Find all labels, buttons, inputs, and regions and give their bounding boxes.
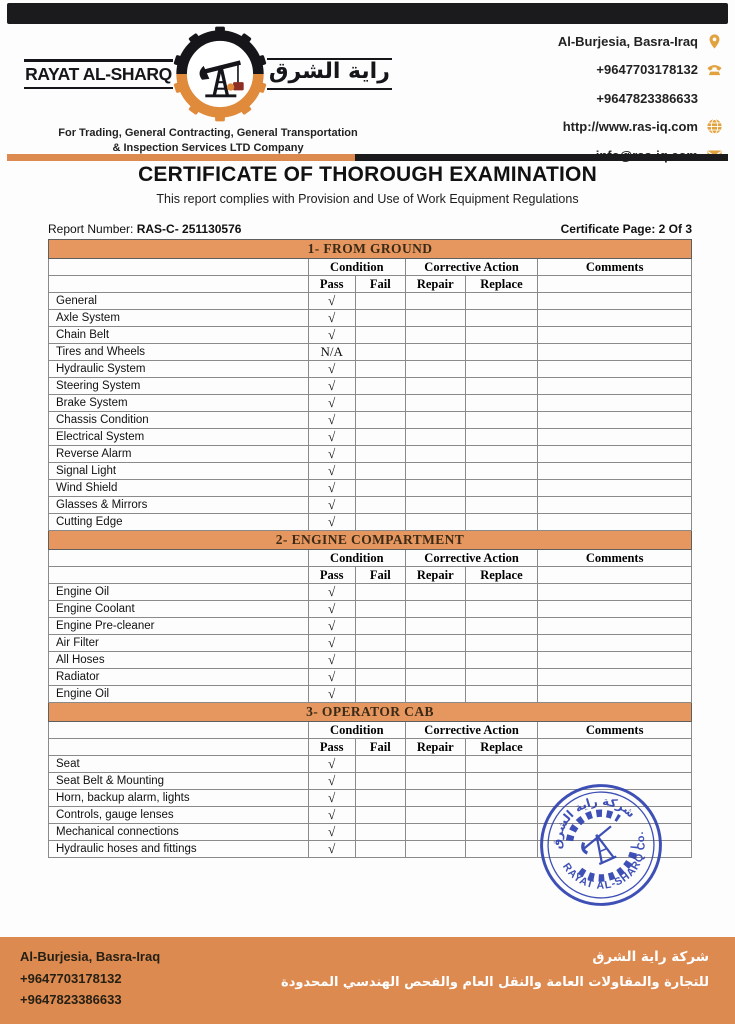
divider-black-segment: [355, 154, 728, 161]
contact-phone1: [473, 56, 723, 85]
empty-header-cell: [49, 550, 309, 567]
contact-location-text: Al-Burjesia, Basra-Iraq: [557, 33, 698, 49]
empty-header-cell: [49, 567, 309, 584]
pass-cell: √: [308, 395, 355, 412]
pass-cell: √: [308, 773, 355, 790]
replace-cell: [465, 652, 538, 669]
company-wordmark-ar: [267, 58, 392, 90]
replace-cell: [465, 327, 538, 344]
table-row: [49, 669, 692, 686]
comment-cell: [538, 446, 692, 463]
replace-cell: [465, 412, 538, 429]
replace-cell: [465, 395, 538, 412]
table-row: [49, 514, 692, 531]
comment-cell: [538, 412, 692, 429]
pass-cell: √: [308, 584, 355, 601]
pass-cell: √: [308, 618, 355, 635]
item-name-cell: Glasses & Mirrors: [49, 497, 309, 514]
empty-header-cell: [49, 259, 309, 276]
comment-cell: [538, 378, 692, 395]
contact-phone2: [473, 84, 723, 113]
column-subheader-row: [49, 739, 692, 756]
table-row: [49, 463, 692, 480]
table-row: [49, 446, 692, 463]
column-header-row: [49, 550, 692, 567]
fail-cell: [355, 361, 405, 378]
repair-cell: [405, 584, 465, 601]
repair-cell: [405, 790, 465, 807]
repair-cell: [405, 497, 465, 514]
pass-cell: √: [308, 514, 355, 531]
footer-location: Al-Burjesia, Basra-Iraq: [20, 949, 161, 964]
repair-cell: [405, 618, 465, 635]
table-row: [49, 412, 692, 429]
item-name-cell: Wind Shield: [49, 480, 309, 497]
footer-company-name-ar: شركة راية الشرق: [592, 949, 709, 965]
fail-cell: [355, 327, 405, 344]
footer-bar: [0, 937, 735, 1024]
comment-cell: [538, 395, 692, 412]
fail-cell: [355, 756, 405, 773]
pass-cell: √: [308, 361, 355, 378]
globe-icon: [705, 118, 723, 136]
item-name-cell: All Hoses: [49, 652, 309, 669]
footer-phone2: +9647823386633: [20, 992, 122, 1007]
phone-icon: [705, 61, 723, 79]
fail-cell: [355, 429, 405, 446]
fail-cell: [355, 584, 405, 601]
wordmark-ar-rule-bottom: [267, 88, 392, 91]
repair-cell: [405, 429, 465, 446]
section-title: 3- OPERATOR CAB: [49, 703, 692, 722]
comment-cell: [538, 327, 692, 344]
replace-cell: [465, 514, 538, 531]
fail-cell: [355, 686, 405, 703]
table-row: [49, 293, 692, 310]
comment-cell: [538, 463, 692, 480]
repair-cell: [405, 824, 465, 841]
section-header-row: [49, 240, 692, 259]
corrective-action-header: Corrective Action: [405, 550, 537, 567]
pass-cell: √: [308, 635, 355, 652]
item-name-cell: Brake System: [49, 395, 309, 412]
repair-cell: [405, 841, 465, 858]
pass-cell: √: [308, 669, 355, 686]
section-title: 2- ENGINE COMPARTMENT: [49, 531, 692, 550]
fail-cell: [355, 293, 405, 310]
pass-cell: √: [308, 412, 355, 429]
comment-cell: [538, 361, 692, 378]
table-row: [49, 686, 692, 703]
item-name-cell: Mechanical connections: [49, 824, 309, 841]
comment-cell: [538, 480, 692, 497]
repair-cell: [405, 378, 465, 395]
table-row: [49, 635, 692, 652]
fail-cell: [355, 635, 405, 652]
fail-header: Fail: [355, 276, 405, 293]
fail-cell: [355, 841, 405, 858]
certificate-page: Certificate Page: 2 Of 3: [560, 222, 692, 236]
footer-company-arabic: [281, 944, 709, 996]
fail-cell: [355, 310, 405, 327]
fail-cell: [355, 344, 405, 361]
item-name-cell: Radiator: [49, 669, 309, 686]
repair-cell: [405, 361, 465, 378]
condition-header: Condition: [308, 722, 405, 739]
header-contact-block: [473, 27, 723, 170]
report-info-line: [48, 222, 692, 236]
pass-cell: √: [308, 429, 355, 446]
comment-cell: [538, 310, 692, 327]
page-subtitle: This report complies with Provision and Use of Work Equipment Regulations: [156, 192, 579, 206]
comment-cell: [538, 584, 692, 601]
replace-cell: [465, 480, 538, 497]
fail-cell: [355, 824, 405, 841]
replace-cell: [465, 584, 538, 601]
pass-cell: √: [308, 378, 355, 395]
comment-cell: [538, 686, 692, 703]
certificate-table-body: [49, 240, 692, 858]
fail-cell: [355, 807, 405, 824]
contact-website: [473, 113, 723, 142]
comment-cell: [538, 635, 692, 652]
svg-text:شركة راية الشرق: شركة راية الشرق: [549, 794, 639, 850]
section-header-row: [49, 531, 692, 550]
fail-header: Fail: [355, 567, 405, 584]
table-row: [49, 618, 692, 635]
fail-cell: [355, 652, 405, 669]
pass-cell: √: [308, 652, 355, 669]
svg-text:RAYAT AL-SHARQ Co.: RAYAT AL-SHARQ Co.: [560, 829, 648, 892]
replace-header: Replace: [465, 276, 538, 293]
repair-cell: [405, 344, 465, 361]
contact-phone1-text: +9647703178132: [596, 62, 698, 78]
comment-cell: [538, 669, 692, 686]
pass-header: Pass: [308, 567, 355, 584]
pass-cell: √: [308, 824, 355, 841]
repair-cell: [405, 310, 465, 327]
column-header-row: [49, 259, 692, 276]
footer-phone1: +9647703178132: [20, 970, 122, 986]
pass-cell: √: [308, 686, 355, 703]
repair-cell: [405, 601, 465, 618]
pass-cell: N/A: [308, 344, 355, 361]
comment-cell: [538, 293, 692, 310]
pass-cell: √: [308, 293, 355, 310]
comments-header: Comments: [538, 550, 692, 567]
replace-cell: [465, 344, 538, 361]
corrective-action-header: Corrective Action: [405, 259, 537, 276]
item-name-cell: Seat: [49, 756, 309, 773]
pass-header: Pass: [308, 276, 355, 293]
certificate-table: [48, 239, 692, 858]
empty-header-cell: [49, 276, 309, 293]
repair-cell: [405, 412, 465, 429]
top-black-bar: [7, 3, 728, 24]
replace-cell: [465, 601, 538, 618]
footer-company-desc-ar: للتجارة والمقاولات العامة والنقل العام والفحص الهندسي المحدودة: [281, 975, 709, 990]
company-tagline: [32, 126, 384, 156]
item-name-cell: Air Filter: [49, 635, 309, 652]
fail-header: Fail: [355, 739, 405, 756]
replace-cell: [465, 790, 538, 807]
column-subheader-row: [49, 276, 692, 293]
replace-cell: [465, 497, 538, 514]
empty-header-cell: [49, 722, 309, 739]
repair-header: Repair: [405, 567, 465, 584]
column-subheader-row: [49, 567, 692, 584]
pass-cell: √: [308, 756, 355, 773]
pass-cell: √: [308, 327, 355, 344]
replace-cell: [465, 756, 538, 773]
contact-location: [473, 27, 723, 56]
fail-cell: [355, 669, 405, 686]
table-row: [49, 327, 692, 344]
pass-header: Pass: [308, 739, 355, 756]
item-name-cell: Chain Belt: [49, 327, 309, 344]
report-number: Report Number: RAS-C- 251130576: [48, 222, 242, 236]
replace-cell: [465, 293, 538, 310]
pass-cell: √: [308, 480, 355, 497]
gear-pumpjack-logo-icon: [171, 24, 269, 124]
empty-header-cell: [538, 276, 692, 293]
empty-header-cell: [538, 739, 692, 756]
condition-header: Condition: [308, 259, 405, 276]
company-name-en: RAYAT AL-SHARQ: [25, 63, 172, 84]
tagline-line1: For Trading, General Contracting, General Transportation: [58, 127, 358, 139]
item-name-cell: Hydraulic hoses and fittings: [49, 841, 309, 858]
replace-cell: [465, 635, 538, 652]
corrective-action-header: Corrective Action: [405, 722, 537, 739]
comment-cell: [538, 601, 692, 618]
table-row: [49, 601, 692, 618]
contact-website-text: http://www.ras-iq.com: [562, 119, 698, 135]
table-row: [49, 584, 692, 601]
item-name-cell: Electrical System: [49, 429, 309, 446]
item-name-cell: Cutting Edge: [49, 514, 309, 531]
comments-header: Comments: [538, 722, 692, 739]
item-name-cell: Reverse Alarm: [49, 446, 309, 463]
fail-cell: [355, 773, 405, 790]
pass-cell: √: [308, 497, 355, 514]
replace-cell: [465, 669, 538, 686]
item-name-cell: Horn, backup alarm, lights: [49, 790, 309, 807]
pass-cell: √: [308, 463, 355, 480]
divider-orange-segment: [7, 154, 355, 161]
item-name-cell: Engine Coolant: [49, 601, 309, 618]
replace-cell: [465, 361, 538, 378]
comment-cell: [538, 618, 692, 635]
replace-cell: [465, 310, 538, 327]
replace-cell: [465, 446, 538, 463]
table-row: [49, 310, 692, 327]
table-row: [49, 429, 692, 446]
item-name-cell: Hydraulic System: [49, 361, 309, 378]
comment-cell: [538, 497, 692, 514]
replace-cell: [465, 686, 538, 703]
page-title: CERTIFICATE OF THOROUGH EXAMINATION: [138, 163, 597, 186]
fail-cell: [355, 463, 405, 480]
section-title: 1- FROM GROUND: [49, 240, 692, 259]
item-name-cell: Engine Oil: [49, 584, 309, 601]
company-stamp: [536, 780, 666, 910]
repair-cell: [405, 480, 465, 497]
item-name-cell: Controls, gauge lenses: [49, 807, 309, 824]
repair-cell: [405, 395, 465, 412]
table-row: [49, 480, 692, 497]
fail-cell: [355, 378, 405, 395]
replace-cell: [465, 378, 538, 395]
replace-header: Replace: [465, 739, 538, 756]
company-wordmark-en: [24, 59, 173, 89]
fail-cell: [355, 412, 405, 429]
comment-cell: [538, 429, 692, 446]
repair-cell: [405, 635, 465, 652]
table-row: [49, 756, 692, 773]
pass-cell: √: [308, 841, 355, 858]
pass-cell: √: [308, 310, 355, 327]
repair-cell: [405, 807, 465, 824]
pass-cell: √: [308, 807, 355, 824]
replace-cell: [465, 429, 538, 446]
fail-cell: [355, 480, 405, 497]
repair-cell: [405, 652, 465, 669]
table-row: [49, 652, 692, 669]
section-header-row: [49, 703, 692, 722]
item-name-cell: Engine Oil: [49, 686, 309, 703]
item-name-cell: Seat Belt & Mounting: [49, 773, 309, 790]
replace-cell: [465, 773, 538, 790]
fail-cell: [355, 497, 405, 514]
repair-cell: [405, 463, 465, 480]
table-row: [49, 344, 692, 361]
comments-header: Comments: [538, 259, 692, 276]
replace-cell: [465, 463, 538, 480]
item-name-cell: Steering System: [49, 378, 309, 395]
fail-cell: [355, 790, 405, 807]
item-name-cell: Signal Light: [49, 463, 309, 480]
pass-cell: √: [308, 601, 355, 618]
repair-cell: [405, 669, 465, 686]
replace-cell: [465, 841, 538, 858]
table-row: [49, 497, 692, 514]
pass-cell: √: [308, 446, 355, 463]
repair-cell: [405, 686, 465, 703]
repair-cell: [405, 773, 465, 790]
comment-cell: [538, 652, 692, 669]
comment-cell: [538, 756, 692, 773]
repair-cell: [405, 293, 465, 310]
fail-cell: [355, 446, 405, 463]
replace-cell: [465, 824, 538, 841]
replace-header: Replace: [465, 567, 538, 584]
table-row: [49, 361, 692, 378]
repair-cell: [405, 514, 465, 531]
comment-cell: [538, 344, 692, 361]
replace-cell: [465, 618, 538, 635]
repair-cell: [405, 756, 465, 773]
table-row: [49, 395, 692, 412]
table-row: [49, 378, 692, 395]
condition-header: Condition: [308, 550, 405, 567]
column-header-row: [49, 722, 692, 739]
pass-cell: √: [308, 790, 355, 807]
item-name-cell: Chassis Condition: [49, 412, 309, 429]
comment-cell: [538, 514, 692, 531]
item-name-cell: Tires and Wheels: [49, 344, 309, 361]
fail-cell: [355, 601, 405, 618]
fail-cell: [355, 514, 405, 531]
wordmark-rule-bottom: [24, 87, 173, 90]
empty-header-cell: [49, 739, 309, 756]
header-divider-bar: [7, 154, 728, 161]
replace-cell: [465, 807, 538, 824]
repair-cell: [405, 446, 465, 463]
tagline-line2: & Inspection Services LTD Company: [112, 141, 304, 154]
item-name-cell: Axle System: [49, 310, 309, 327]
company-logo-block: [25, 24, 390, 156]
empty-header-cell: [538, 567, 692, 584]
item-name-cell: General: [49, 293, 309, 310]
fail-cell: [355, 618, 405, 635]
repair-cell: [405, 327, 465, 344]
contact-phone2-text: +9647823386633: [596, 90, 698, 106]
item-name-cell: Engine Pre-cleaner: [49, 618, 309, 635]
footer-contact: [20, 946, 160, 1011]
location-pin-icon: [705, 32, 723, 50]
repair-header: Repair: [405, 739, 465, 756]
repair-header: Repair: [405, 276, 465, 293]
company-name-ar: راية الشرق: [268, 59, 390, 85]
fail-cell: [355, 395, 405, 412]
